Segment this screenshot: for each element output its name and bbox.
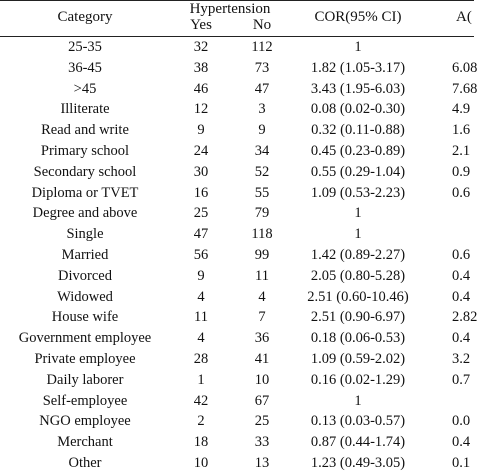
cell-category: Secondary school [33, 163, 137, 180]
cell-yes: 2 [197, 413, 205, 430]
header-category: Category [57, 9, 113, 25]
cell-no: 47 [254, 80, 270, 97]
cell-yes: 56 [193, 247, 209, 263]
cell-yes: 9 [197, 267, 205, 284]
cell-yes: 30 [193, 163, 209, 180]
cell-category: Widowed [57, 288, 113, 305]
cell-aor: 0.4 [452, 267, 471, 284]
cell-no: 99 [254, 247, 270, 263]
cell-aor: 2.82 [452, 309, 477, 326]
cell-cor: 2.51 (0.60-10.46) [307, 288, 409, 305]
cell-no: 67 [254, 392, 270, 409]
cell-cor: 0.18 (0.06-0.53) [310, 330, 406, 347]
cell-category: Illiterate [60, 101, 110, 118]
header-yes: Yes [190, 17, 212, 33]
cell-cor: 1 [354, 226, 362, 243]
cell-aor: 0.1 [452, 455, 471, 471]
cell-aor: 6.08 [452, 59, 477, 76]
cell-no: 9 [258, 122, 266, 139]
cell-category: Diploma or TVET [31, 184, 139, 201]
cell-category: Daily laborer [46, 371, 124, 388]
cell-cor: 0.13 (0.03-0.57) [310, 413, 406, 430]
cell-yes: 9 [197, 122, 205, 139]
cell-yes: 32 [193, 39, 209, 55]
cell-cor: 1.09 (0.53-2.23) [310, 184, 406, 201]
cell-no: 41 [254, 351, 270, 367]
cell-category: House wife [51, 309, 119, 326]
cell-yes: 16 [193, 184, 209, 201]
cell-yes: 28 [193, 351, 209, 367]
cell-cor: 2.05 (0.80-5.28) [310, 267, 406, 284]
cell-no: 36 [254, 330, 270, 347]
cell-aor: 0.4 [452, 330, 471, 347]
cell-cor: 1 [354, 205, 362, 222]
header-no: No [252, 17, 272, 33]
cell-category: Degree and above [32, 205, 138, 222]
cell-yes: 12 [193, 101, 209, 118]
cell-no: 33 [254, 434, 270, 451]
cell-cor: 1.82 (1.05-3.17) [310, 59, 406, 76]
cell-category: >45 [73, 80, 97, 97]
cell-no: 13 [254, 455, 270, 471]
cell-cor: 1.23 (0.49-3.05) [310, 455, 406, 471]
cell-category: Other [68, 455, 102, 471]
cell-category: Married [61, 247, 109, 263]
cell-category: 36-45 [68, 59, 102, 76]
cell-yes: 4 [197, 288, 205, 305]
cell-no: 112 [251, 39, 273, 55]
cell-no: 4 [258, 288, 266, 305]
cell-no: 34 [254, 143, 270, 159]
cell-no: 10 [254, 371, 270, 388]
cell-cor: 1.09 (0.59-2.02) [310, 351, 406, 367]
header-aor: A( [456, 9, 472, 25]
cell-aor: 0.0 [452, 413, 471, 430]
cell-no: 55 [254, 184, 270, 201]
cell-category: Self-employee [42, 392, 128, 409]
cell-aor: 4.9 [452, 101, 471, 118]
cell-aor: 7.68 [452, 80, 477, 97]
cell-yes: 1 [197, 371, 205, 388]
cell-aor: 0.7 [452, 371, 471, 388]
cell-cor: 0.45 (0.23-0.89) [310, 143, 406, 159]
header-hypertension-group: Hypertension [189, 1, 271, 17]
cell-aor: 1.6 [452, 122, 471, 139]
cell-cor: 1 [354, 392, 362, 409]
cell-category: Read and write [41, 122, 129, 139]
cell-cor: 1 [354, 39, 362, 55]
cell-category: Single [66, 226, 104, 243]
cell-yes: 38 [193, 59, 209, 76]
cell-yes: 4 [197, 330, 205, 347]
cell-yes: 11 [194, 309, 208, 326]
cell-no: 79 [254, 205, 270, 222]
cell-cor: 0.32 (0.11-0.88) [311, 122, 405, 139]
cell-category: Merchant [57, 434, 113, 451]
cell-no: 25 [254, 413, 270, 430]
cell-yes: 18 [193, 434, 209, 451]
cell-no: 52 [254, 163, 270, 180]
cell-category: Divorced [58, 267, 112, 284]
cell-aor: 0.9 [452, 163, 471, 180]
cell-cor: 2.51 (0.90-6.97) [310, 309, 406, 326]
cell-aor: 0.4 [452, 288, 471, 305]
cell-yes: 10 [193, 455, 209, 471]
cell-cor: 1.42 (0.89-2.27) [310, 247, 406, 263]
cell-yes: 42 [193, 392, 209, 409]
header-cor: COR(95% CI) [314, 9, 402, 25]
cell-cor: 0.16 (0.02-1.29) [310, 371, 406, 388]
cell-aor: 0.4 [452, 434, 471, 451]
cell-no: 118 [251, 226, 273, 243]
cell-category: Private employee [34, 351, 136, 367]
cell-category: NGO employee [39, 413, 131, 430]
cell-no: 11 [255, 267, 269, 284]
header-bottom-rule [0, 36, 474, 37]
cell-aor: 2.1 [452, 143, 471, 159]
cell-aor: 0.6 [452, 247, 471, 263]
cell-cor: 0.55 (0.29-1.04) [310, 163, 406, 180]
cell-cor: 3.43 (1.95-6.03) [310, 80, 406, 97]
cell-yes: 46 [193, 80, 209, 97]
cell-no: 3 [258, 101, 266, 118]
cell-no: 73 [254, 59, 270, 76]
cell-aor: 0.6 [452, 184, 471, 201]
cell-category: Government employee [18, 330, 152, 347]
cell-yes: 25 [193, 205, 209, 222]
cell-no: 7 [258, 309, 266, 326]
cell-yes: 24 [193, 143, 209, 159]
cell-aor: 3.2 [452, 351, 471, 367]
cell-cor: 0.87 (0.44-1.74) [310, 434, 406, 451]
cell-yes: 47 [193, 226, 209, 243]
cell-category: Primary school [40, 143, 130, 159]
cell-category: 25-35 [68, 39, 102, 55]
cell-cor: 0.08 (0.02-0.30) [310, 101, 406, 118]
